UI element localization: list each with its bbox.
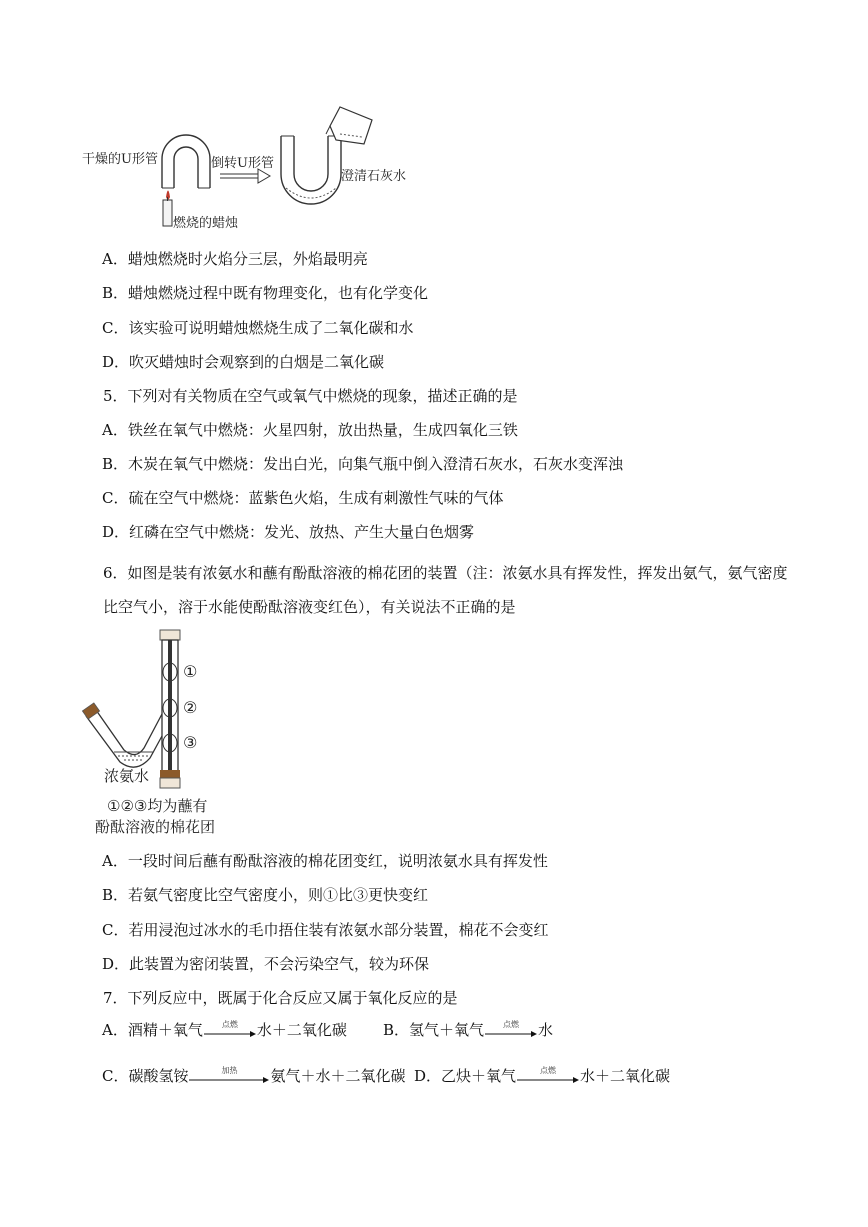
u-tube-figure [78, 104, 418, 234]
q6-option-a: A．一段时间后蘸有酚酞溶液的棉花团变红，说明浓氨水具有挥发性 [102, 852, 548, 870]
q4-option-a: A．蜡烛燃烧时火焰分三层，外焰最明亮 [102, 250, 368, 268]
caption-line-1: ①②③均为蘸有 [107, 797, 208, 815]
q7-d-reactants: D．乙炔＋氧气 [414, 1067, 517, 1085]
label-burning-candle: 燃烧的蜡烛 [173, 216, 239, 231]
q5-option-b: B．木炭在氧气中燃烧：发出白光，向集气瓶中倒入澄清石灰水，石灰水变浑浊 [102, 455, 624, 473]
arrow-icon [485, 1031, 537, 1037]
q6-option-d: D．此装置为密闭装置，不会污染空气，较为环保 [102, 955, 430, 973]
ammonia-apparatus-figure [78, 626, 278, 851]
q6-option-b: B．若氨气密度比空气密度小，则①比③更快变红 [102, 886, 429, 904]
reaction-condition: 加热 [221, 1066, 238, 1075]
cotton-mark-3: ③ [183, 733, 198, 752]
q7-b-products: 水 [538, 1021, 554, 1039]
reaction-arrow [485, 1022, 537, 1040]
q4-option-c: C．该实验可说明蜡烛燃烧生成了二氧化碳和水 [102, 319, 414, 337]
q7-a-products: 水＋二氧化碳 [256, 1021, 347, 1039]
q5-option-a: A．铁丝在氧气中燃烧：火星四射，放出热量，生成四氧化三铁 [102, 421, 518, 439]
cotton-mark-2: ② [183, 698, 198, 717]
q7-option-d [414, 1066, 670, 1086]
reaction-condition: 点燃 [221, 1020, 238, 1029]
q7-stem: 7．下列反应中，既属于化合反应又属于氧化反应的是 [103, 989, 458, 1007]
caption-line-2: 酚酞溶液的棉花团 [95, 818, 216, 836]
q6-stem: 6．如图是装有浓氨水和蘸有酚酞溶液的棉花团的装置（注：浓氨水具有挥发性，挥发出氨气，氨气密度比空气小，溶于水能使酚酞溶液变红色），有关说法不正确的是 [103, 564, 788, 616]
q4-option-d: D．吹灭蜡烛时会观察到的白烟是二氧化碳 [102, 353, 385, 371]
q7-c-products: 氨气＋水＋二氧化碳 [270, 1067, 406, 1085]
q7-a-reactants: A．酒精＋氧气 [102, 1021, 203, 1039]
q7-option-c [102, 1066, 406, 1086]
q5-option-c: C．硫在空气中燃烧：蓝紫色火焰，生成有刺激性气味的气体 [102, 489, 504, 507]
reaction-condition: 点燃 [540, 1066, 557, 1075]
label-invert-u-tube: 倒转U形管 [211, 156, 274, 171]
arrow-icon [517, 1077, 579, 1083]
q4-option-b: B．蜡烛燃烧过程中既有物理变化，也有化学变化 [102, 284, 429, 302]
q7-option-b [383, 1020, 553, 1040]
q5-option-d: D．红磷在空气中燃烧：发光、放热、产生大量白色烟雾 [102, 523, 475, 541]
reaction-arrow [204, 1022, 256, 1040]
reaction-arrow [517, 1068, 579, 1086]
q6-option-c: C．若用浸泡过冰水的毛巾捂住装有浓氨水部分装置，棉花不会变红 [102, 921, 549, 939]
label-clear-limewater: 澄清石灰水 [341, 169, 407, 184]
q5-stem: 5．下列对有关物质在空气或氧气中燃烧的现象，描述正确的是 [103, 387, 518, 405]
label-concentrated-ammonia: 浓氨水 [104, 767, 150, 785]
arrow-icon [204, 1031, 256, 1037]
arrow-icon [189, 1077, 269, 1083]
q7-d-products: 水＋二氧化碳 [580, 1067, 671, 1085]
reaction-arrow [189, 1068, 269, 1086]
q7-c-reactants: C．碳酸氢铵 [102, 1067, 189, 1085]
cotton-mark-1: ① [183, 662, 198, 681]
reaction-condition: 点燃 [503, 1020, 520, 1029]
q7-option-a [102, 1020, 347, 1040]
q7-b-reactants: B．氢气＋氧气 [383, 1021, 485, 1039]
label-dry-u-tube: 干燥的U形管 [82, 152, 158, 167]
